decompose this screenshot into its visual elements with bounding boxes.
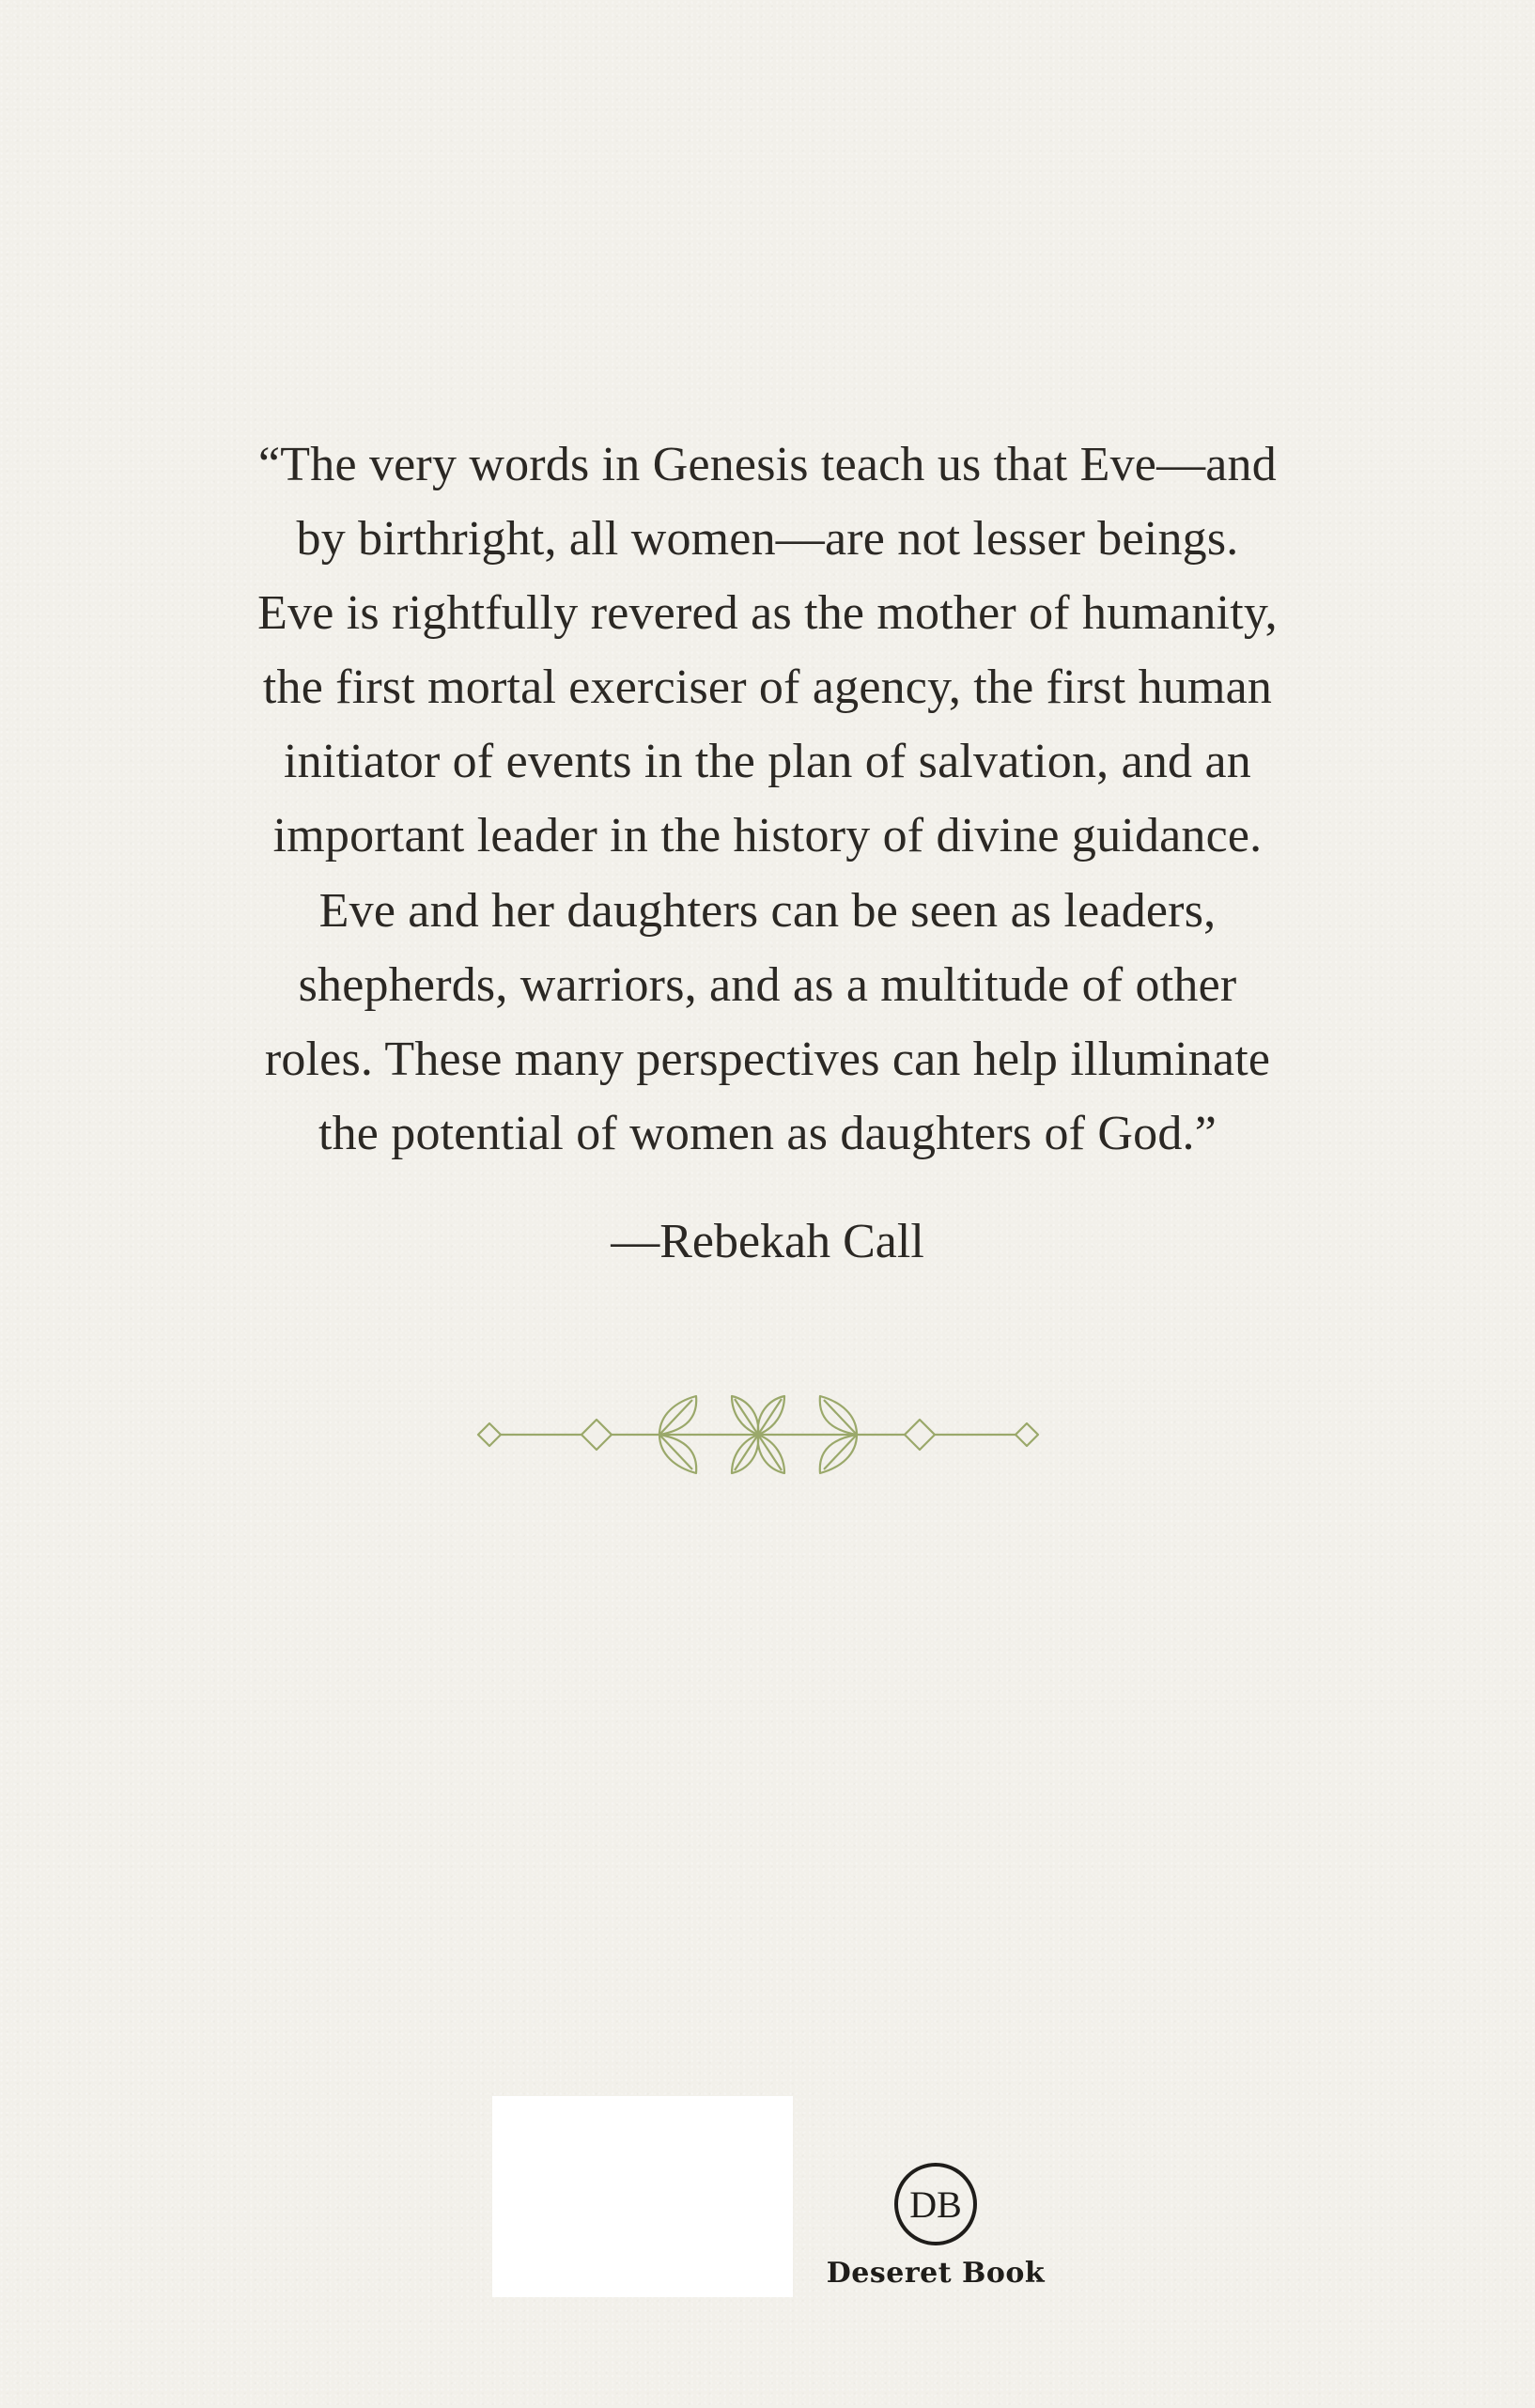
deseret-book-db-logo-icon — [892, 2161, 979, 2247]
quote-line: Eve is rightfully revered as the mother of humanity, — [257, 586, 1278, 641]
quote-line: Eve and her daughters can be seen as leaders, — [318, 883, 1217, 938]
barcode-area — [492, 2096, 793, 2297]
publisher-block — [823, 2161, 1048, 2290]
quote-attribution: —Rebekah Call — [611, 1215, 924, 1268]
quote-line: roles. These many perspectives can help illuminate — [264, 1032, 1271, 1086]
quote-line: shepherds, warriors, and as a multitude of other — [298, 957, 1237, 1012]
leaf-vine-ornament-icon — [467, 1381, 1049, 1484]
quote-line: the potential of women as daughters of God.” — [318, 1106, 1217, 1160]
quote-line: the first mortal exerciser of agency, the first human — [262, 660, 1273, 715]
logo-text: DB — [909, 2183, 962, 2226]
quote-line: initiator of events in the plan of salvation, and an — [284, 735, 1251, 789]
quote-line: “The very words in Genesis teach us that Eve—and — [258, 438, 1277, 491]
quote-block — [132, 427, 1403, 1171]
quote-line: by birthright, all women—are not lesser beings. — [296, 512, 1239, 567]
quote-line: important leader in the history of divine guidance. — [272, 809, 1263, 863]
publisher-name: Deseret Book — [826, 2257, 1046, 2290]
